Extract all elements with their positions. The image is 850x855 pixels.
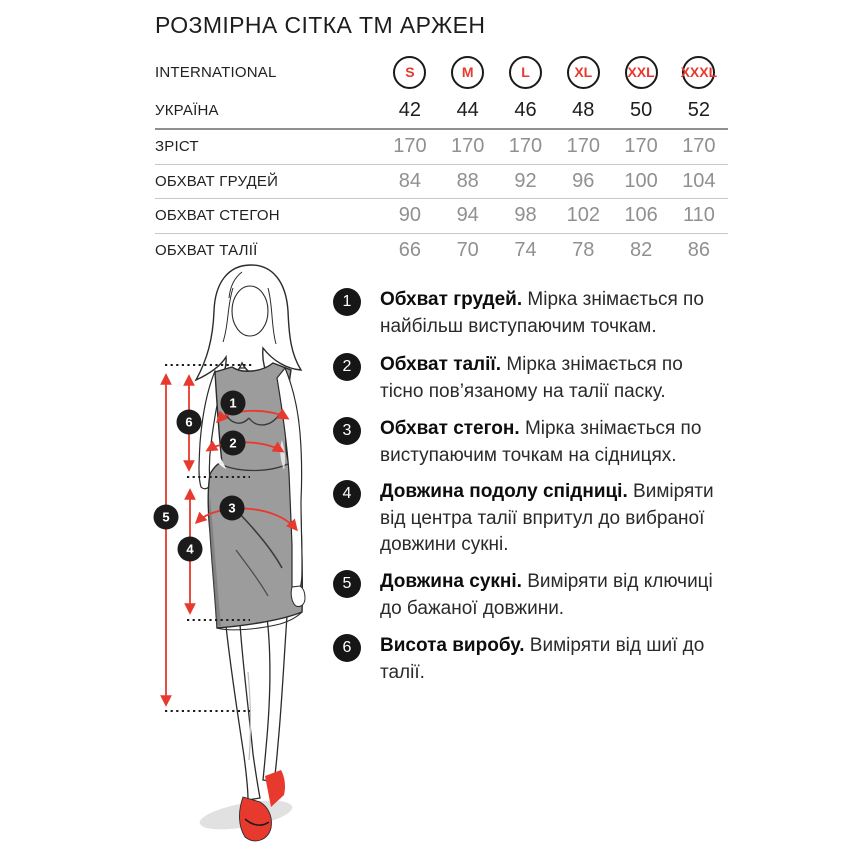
size-badge: L bbox=[509, 56, 542, 89]
svg-text:5: 5 bbox=[162, 509, 170, 525]
instruction-number-badge: 2 bbox=[333, 353, 361, 381]
instruction-item bbox=[333, 287, 730, 340]
instruction-item bbox=[333, 479, 730, 559]
figure-marker-5 bbox=[154, 505, 179, 530]
size-badge: XXXL bbox=[682, 56, 715, 89]
instruction-item bbox=[333, 569, 730, 622]
size-badge: M bbox=[451, 56, 484, 89]
face bbox=[232, 286, 268, 336]
size-badge: XL bbox=[567, 56, 600, 89]
table-cell: 100 bbox=[624, 169, 658, 192]
figure-illustration bbox=[130, 260, 350, 850]
size-badge: S bbox=[393, 56, 426, 89]
table-cell: 170 bbox=[566, 135, 600, 158]
svg-text:1: 1 bbox=[229, 395, 237, 411]
svg-text:2: 2 bbox=[229, 435, 237, 451]
table-cell: 88 bbox=[456, 169, 479, 192]
svg-text:6: 6 bbox=[185, 414, 193, 430]
instruction-number-badge: 3 bbox=[333, 417, 361, 445]
svg-text:4: 4 bbox=[186, 541, 194, 557]
table-row-bust bbox=[155, 165, 728, 200]
table-cell: 102 bbox=[566, 204, 600, 227]
table-cell: 104 bbox=[682, 169, 716, 192]
size-badge: XXL bbox=[625, 56, 658, 89]
measurement-figure bbox=[130, 260, 350, 850]
size-table bbox=[155, 52, 728, 267]
table-cell: 46 bbox=[514, 98, 537, 121]
table-cell: 86 bbox=[687, 238, 710, 261]
row-label: ОБХВАТ ГРУДЕЙ bbox=[155, 172, 279, 190]
figure-marker-3 bbox=[220, 496, 245, 521]
instruction-text: Висота виробу. Виміряти від шиї до талії. bbox=[380, 635, 705, 683]
table-cell: 70 bbox=[456, 238, 479, 261]
instruction-number-badge: 6 bbox=[333, 634, 361, 662]
instruction-text: Обхват стегон. Мірка знімається по виступаючим точкам на сідницях. bbox=[380, 418, 702, 466]
table-cell: 170 bbox=[682, 135, 716, 158]
page-title: РОЗМІРНА СІТКА ТМ АРЖЕН bbox=[155, 12, 486, 38]
table-cell: 66 bbox=[398, 238, 422, 261]
table-cell: 170 bbox=[393, 135, 427, 158]
row-label: УКРАЇНА bbox=[155, 101, 219, 119]
instruction-item bbox=[333, 633, 730, 686]
row-label: ОБХВАТ ТАЛІЇ bbox=[155, 241, 258, 259]
table-cell: 94 bbox=[456, 204, 479, 227]
table-cell: 96 bbox=[572, 169, 595, 192]
table-cell: 78 bbox=[572, 238, 595, 261]
table-cell: 90 bbox=[398, 204, 422, 227]
table-cell: 170 bbox=[624, 135, 658, 158]
instruction-item bbox=[333, 352, 730, 405]
table-row-international bbox=[155, 52, 728, 92]
row-label: ЗРІСТ bbox=[155, 138, 199, 156]
svg-text:3: 3 bbox=[228, 500, 236, 516]
instruction-text: Обхват грудей. Мірка знімається по найбільш виступаючим точкам. bbox=[380, 289, 704, 337]
table-row-hips bbox=[155, 199, 728, 234]
table-cell: 110 bbox=[682, 204, 715, 227]
figure-marker-2 bbox=[221, 431, 246, 456]
table-cell: 50 bbox=[629, 98, 653, 121]
table-cell: 82 bbox=[629, 238, 653, 261]
instruction-item bbox=[333, 416, 730, 469]
table-cell: 84 bbox=[398, 169, 422, 192]
figure-marker-1 bbox=[221, 391, 246, 416]
table-cell: 74 bbox=[514, 238, 537, 261]
instruction-number-badge: 1 bbox=[333, 288, 361, 316]
figure-marker-4 bbox=[178, 537, 203, 562]
instruction-number-badge: 4 bbox=[333, 480, 361, 508]
table-cell: 92 bbox=[514, 169, 537, 192]
table-cell: 98 bbox=[514, 204, 537, 227]
figure-marker-6 bbox=[177, 410, 202, 435]
table-cell: 170 bbox=[451, 135, 485, 158]
row-label: INTERNATIONAL bbox=[155, 63, 277, 81]
table-cell: 52 bbox=[687, 98, 710, 121]
table-cell: 170 bbox=[508, 135, 543, 158]
instruction-number-badge: 5 bbox=[333, 570, 361, 598]
table-row-ukraine bbox=[155, 92, 728, 130]
table-row-height bbox=[155, 130, 728, 165]
instruction-text: Довжина подолу спідниці. Виміряти від центра талії впритул до вибраної довжини сукні. bbox=[380, 481, 714, 555]
table-cell: 44 bbox=[456, 98, 479, 121]
instruction-text: Довжина сукні. Виміряти від ключиці до бажаної довжини. bbox=[380, 571, 713, 619]
row-label: ОБХВАТ СТЕГОН bbox=[155, 207, 280, 225]
table-cell: 106 bbox=[624, 204, 658, 227]
instruction-text: Обхват талії. Мірка знімається по тісно пов’язаному на талії паску. bbox=[380, 354, 683, 402]
table-cell: 42 bbox=[398, 98, 422, 121]
table-cell: 48 bbox=[572, 98, 595, 121]
